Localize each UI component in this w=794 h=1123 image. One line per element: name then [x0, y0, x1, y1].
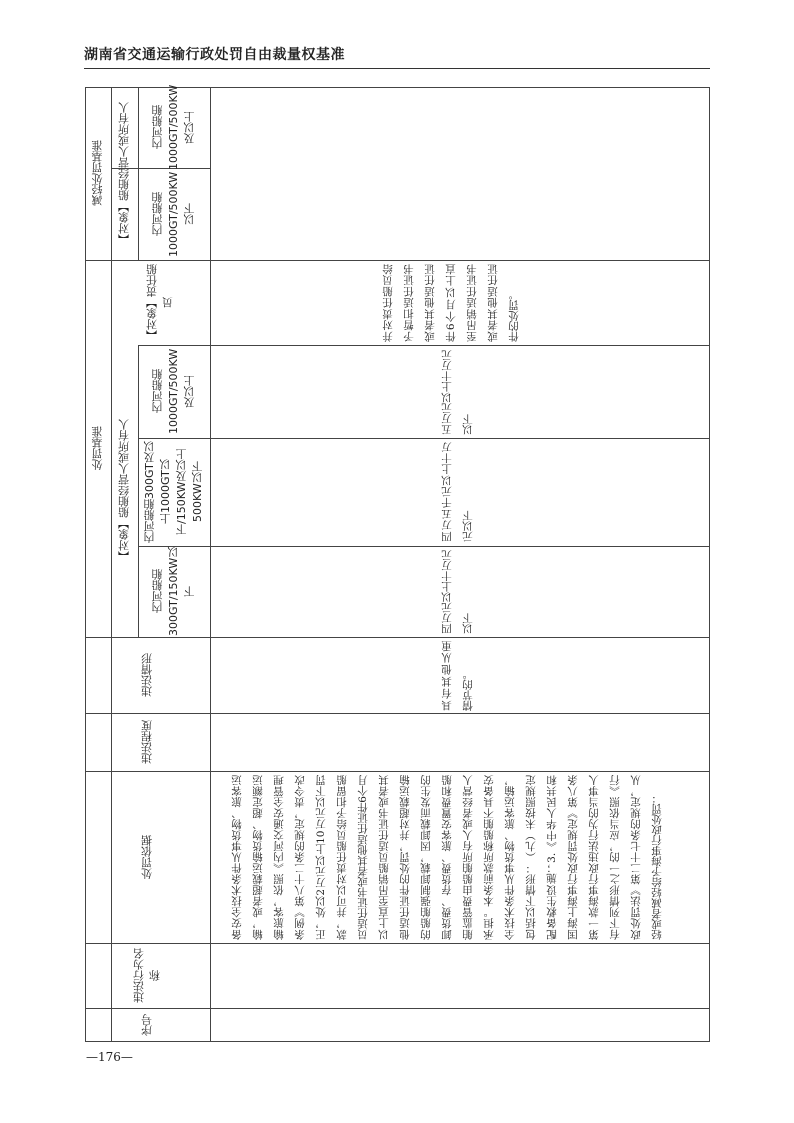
header-degree-text: 违法程度 [140, 720, 154, 764]
page-header-title: 湖南省交通运输行政处罚自由裁量权基准 [84, 47, 345, 63]
cell-penalty-small: 四万元以上十万元以下 [441, 550, 474, 634]
header-sub-mid-text: 内河船舶300GT及以上1000GT以下/150KW及以上500KW以下 [143, 441, 204, 543]
header-reduced-standard-text: 减轻处罚基准 [91, 140, 104, 207]
header-basis-text: 处罚依据 [140, 835, 154, 879]
header-owner-text: 【对象】船舶经营人或所有人 [117, 419, 131, 563]
header-penalty-standard-text: 处罚基准 [91, 426, 104, 471]
header-sub-large-text: 内河船舶1000GT/500KW及以上 [151, 348, 196, 435]
header-reduced-owner-text: 【对象】船舶经营人或所有人 [117, 102, 131, 245]
header-sub-small-text: 内河船舶300GT/150KW以下 [151, 546, 196, 637]
header-circumstance-text: 违法情形 [140, 653, 154, 697]
rule-v3 [210, 87, 211, 1042]
header-reduced-small-text: 内河船舶1000GT/500KW以下 [151, 171, 196, 257]
cell-penalty-basis: 备安全技术条件从事货物、旅客运输，或者超载运输货物、超定额运输旅客，依照《内河交通安全管理条例》第八十二条的规定，责令改正，处以2万元以上10万元以下罚款，并可以对责任船员给予扣留船员适任证书或者其他适任证件6个月以上直至吊销船员适任证书或者其他适任证件的处罚，并对超载运输的船舶强制卸载，因卸载而发生的卸货费、存货费、旅客安置费和船舶监管费由船舶所有人或者经营人承担。本条前款所称船舶不具备安全技术条件从事货物、旅客运输，包括以下情形：（九）未按照规定配备救生设施；3.《中华人民共和国海上海事行政处罚规定》第八条第一款海事行政违法行为的当事人有下列情形之一的，应当依照《行政处罚法》第二十七条的规定，从轻或者减轻给予海事行政处罚： [231, 775, 663, 940]
page-number: —176— [86, 1050, 133, 1064]
cell-penalty-mid: 四万五千元以上十万元以下 [441, 442, 474, 542]
cell-penalty-crew: 并对责任船员给予暂扣适任证书或者其他适任证件6个月以上直至吊销适任证书或者其他适任证件的处罚。 [382, 264, 520, 342]
header-violation-name-text: 违法行为名称 [132, 948, 162, 1003]
header-seq-text: 序号 [140, 1014, 154, 1036]
header-divider [84, 68, 710, 69]
rule-h5 [138, 546, 710, 547]
header-reduced-large-text: 内河船舶1000GT/500KW及以上 [151, 84, 196, 171]
cell-penalty-large: 五万元以上十万元以下 [441, 350, 474, 435]
cell-circumstance: 具有其他从重情节的。 [441, 641, 474, 711]
header-target-crew-text: 【对象】责任船员 [145, 264, 175, 341]
rule-h4 [138, 438, 710, 439]
rule-h3 [138, 345, 710, 346]
